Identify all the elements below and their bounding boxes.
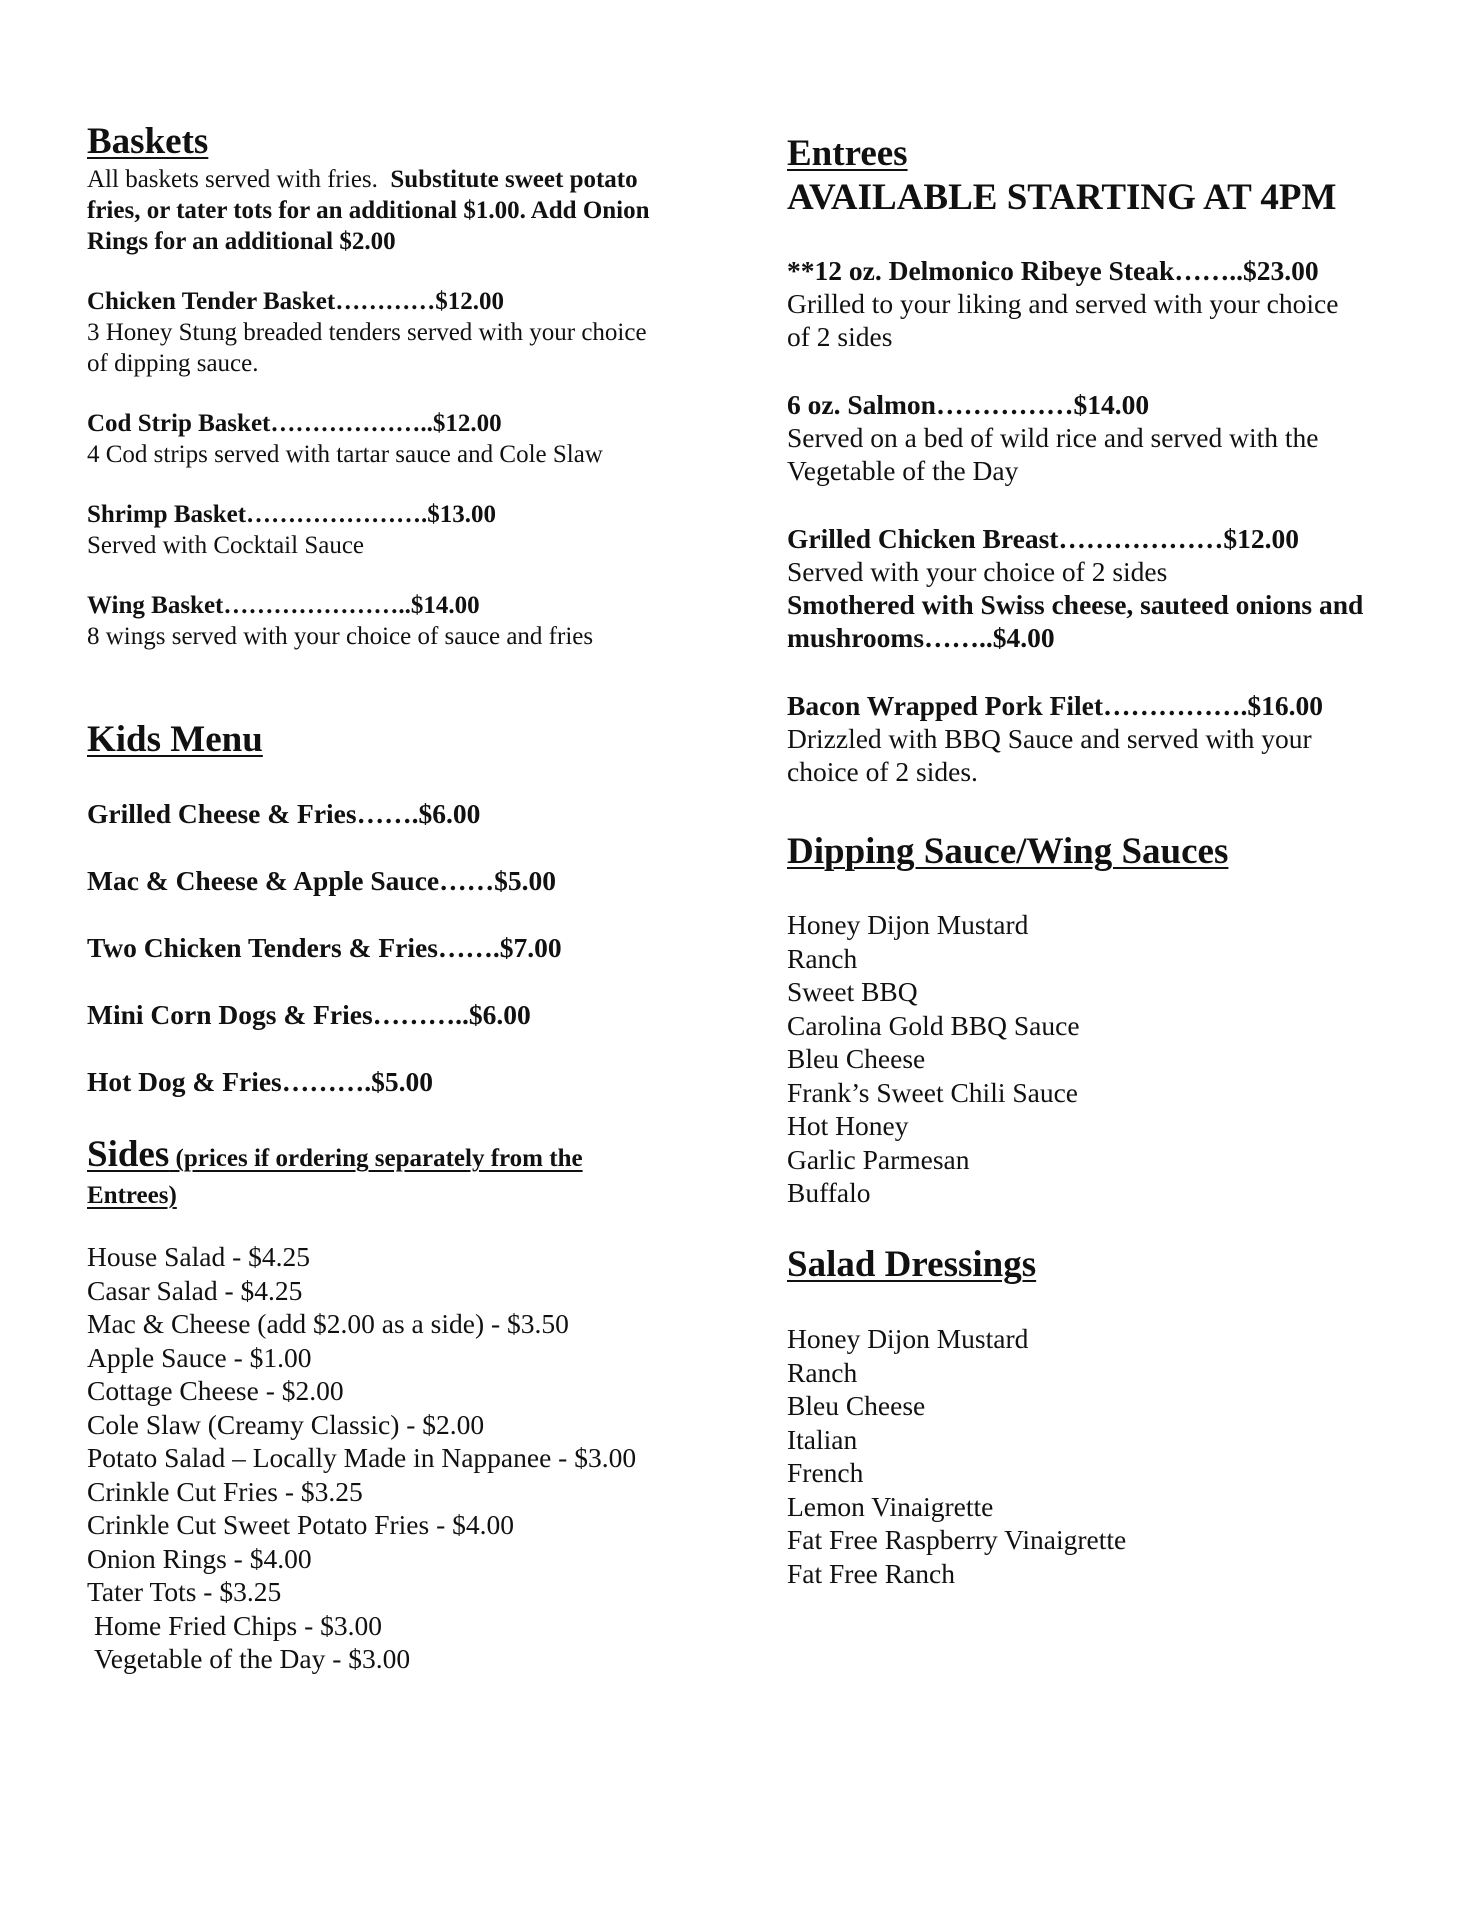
list-item: Italian bbox=[787, 1423, 858, 1455]
entree-item-desc: Served on a bed of wild rice and served with the bbox=[787, 422, 1319, 453]
basket-item bbox=[87, 408, 603, 470]
basket-item-desc: 3 Honey Stung breaded tenders served with your choice bbox=[87, 319, 647, 346]
basket-item bbox=[87, 286, 647, 379]
sides-heading-title: Sides bbox=[87, 1134, 170, 1175]
dipping-sauces-list bbox=[787, 908, 1080, 1210]
list-item: Crinkle Cut Sweet Potato Fries - $4.00 bbox=[87, 1509, 514, 1540]
list-item: Ranch bbox=[787, 1356, 858, 1388]
list-item: Garlic Parmesan bbox=[787, 1143, 970, 1175]
list-item: French bbox=[787, 1457, 864, 1488]
entree-item bbox=[787, 689, 1323, 788]
list-item: Bleu Cheese bbox=[787, 1390, 926, 1421]
basket-item-desc: 4 Cod strips served with tartar sauce and Cole Slaw bbox=[87, 441, 603, 468]
list-item: Cole Slaw (Creamy Classic) - $2.00 bbox=[87, 1408, 485, 1440]
basket-item-title: Chicken Tender Basket…………$12.00 bbox=[87, 288, 504, 315]
list-item: Ranch bbox=[787, 942, 858, 974]
list-item: Lemon Vinaigrette bbox=[787, 1490, 994, 1522]
list-item: Fat Free Raspberry Vinaigrette bbox=[787, 1524, 1127, 1555]
list-item: Vegetable of the Day - $3.00 bbox=[94, 1643, 411, 1674]
entree-item-desc: Vegetable of the Day bbox=[787, 455, 1019, 486]
kids-item: Hot Dog & Fries……….$5.00 bbox=[87, 1066, 433, 1097]
list-item: Onion Rings - $4.00 bbox=[87, 1542, 312, 1574]
sides-list bbox=[87, 1240, 636, 1676]
basket-item bbox=[87, 499, 496, 561]
baskets-intro-bold-1: Substitute sweet potato bbox=[390, 166, 638, 193]
basket-item bbox=[87, 590, 593, 652]
list-item: Hot Honey bbox=[787, 1110, 909, 1141]
baskets-intro-plain: All baskets served with fries. bbox=[87, 166, 391, 193]
baskets-intro-bold-3: Rings for an additional $2.00 bbox=[87, 228, 396, 255]
list-item: Carolina Gold BBQ Sauce bbox=[787, 1009, 1080, 1041]
list-item: Sweet BBQ bbox=[787, 976, 918, 1007]
baskets-intro bbox=[87, 164, 650, 257]
sides-heading bbox=[87, 1136, 583, 1214]
list-item: Bleu Cheese bbox=[787, 1043, 926, 1074]
list-item: Frank’s Sweet Chili Sauce bbox=[787, 1076, 1079, 1108]
entree-item bbox=[787, 522, 1363, 654]
entree-item-title: Bacon Wrapped Pork Filet…………….$16.00 bbox=[787, 690, 1324, 721]
entree-item bbox=[787, 388, 1319, 487]
list-item: Honey Dijon Mustard bbox=[787, 909, 1029, 940]
list-item: Tater Tots - $3.25 bbox=[87, 1576, 282, 1607]
list-item: Buffalo bbox=[787, 1177, 871, 1208]
baskets-heading: Baskets bbox=[87, 121, 209, 162]
entrees-availability: AVAILABLE STARTING AT 4PM bbox=[787, 177, 1337, 218]
baskets-intro-bold-2: fries, or tater tots for an additional $1.00. Add Onion bbox=[87, 197, 650, 224]
entrees-heading: Entrees bbox=[787, 133, 908, 174]
salad-dressings-list bbox=[787, 1322, 1126, 1590]
entree-item-addon: Smothered with Swiss cheese, sauteed onions and bbox=[787, 589, 1364, 620]
kids-item: Mini Corn Dogs & Fries………..$6.00 bbox=[87, 999, 531, 1030]
basket-item-title: Shrimp Basket………………….$13.00 bbox=[87, 501, 497, 528]
kids-menu-heading: Kids Menu bbox=[87, 719, 263, 760]
list-item: Casar Salad - $4.25 bbox=[87, 1274, 303, 1306]
entree-item bbox=[787, 254, 1338, 353]
list-item: Honey Dijon Mustard bbox=[787, 1323, 1029, 1354]
entree-item-desc: choice of 2 sides. bbox=[787, 756, 978, 787]
basket-item-title: Cod Strip Basket………………..$12.00 bbox=[87, 410, 502, 437]
basket-item-desc: Served with Cocktail Sauce bbox=[87, 532, 365, 559]
list-item: House Salad - $4.25 bbox=[87, 1241, 311, 1272]
entree-item-title: Grilled Chicken Breast………………$12.00 bbox=[787, 523, 1300, 554]
basket-item-desc: 8 wings served with your choice of sauce and fries bbox=[87, 623, 594, 650]
basket-item-title: Wing Basket…………………..$14.00 bbox=[87, 592, 480, 619]
dipping-sauces-heading: Dipping Sauce/Wing Sauces bbox=[787, 831, 1229, 872]
entree-item-title: 6 oz. Salmon……………$14.00 bbox=[787, 389, 1150, 420]
list-item: Crinkle Cut Fries - $3.25 bbox=[87, 1475, 363, 1507]
entree-item-desc: Drizzled with BBQ Sauce and served with your bbox=[787, 723, 1312, 754]
entree-item-addon: mushrooms……..$4.00 bbox=[787, 622, 1055, 653]
list-item: Home Fried Chips - $3.00 bbox=[94, 1609, 382, 1641]
sides-heading-note-2: Entrees) bbox=[87, 1182, 177, 1209]
entree-item-desc: Served with your choice of 2 sides bbox=[787, 556, 1168, 587]
entree-item-desc: Grilled to your liking and served with your choice bbox=[787, 288, 1339, 319]
list-item: Potato Salad – Locally Made in Nappanee - $3.00 bbox=[87, 1442, 637, 1473]
kids-item: Two Chicken Tenders & Fries…….$7.00 bbox=[87, 932, 562, 963]
entree-item-title: **12 oz. Delmonico Ribeye Steak……..$23.00 bbox=[787, 255, 1319, 286]
entree-item-desc: of 2 sides bbox=[787, 321, 893, 352]
list-item: Cottage Cheese - $2.00 bbox=[87, 1375, 344, 1406]
salad-dressings-heading: Salad Dressings bbox=[787, 1244, 1037, 1285]
kids-item: Mac & Cheese & Apple Sauce……$5.00 bbox=[87, 865, 556, 896]
list-item: Apple Sauce - $1.00 bbox=[87, 1341, 312, 1373]
basket-item-desc: of dipping sauce. bbox=[87, 350, 259, 377]
list-item: Fat Free Ranch bbox=[787, 1557, 956, 1589]
sides-heading-note: (prices if ordering separately from the bbox=[169, 1145, 583, 1172]
kids-item: Grilled Cheese & Fries…….$6.00 bbox=[87, 798, 481, 829]
list-item: Mac & Cheese (add $2.00 as a side) - $3.50 bbox=[87, 1308, 569, 1339]
